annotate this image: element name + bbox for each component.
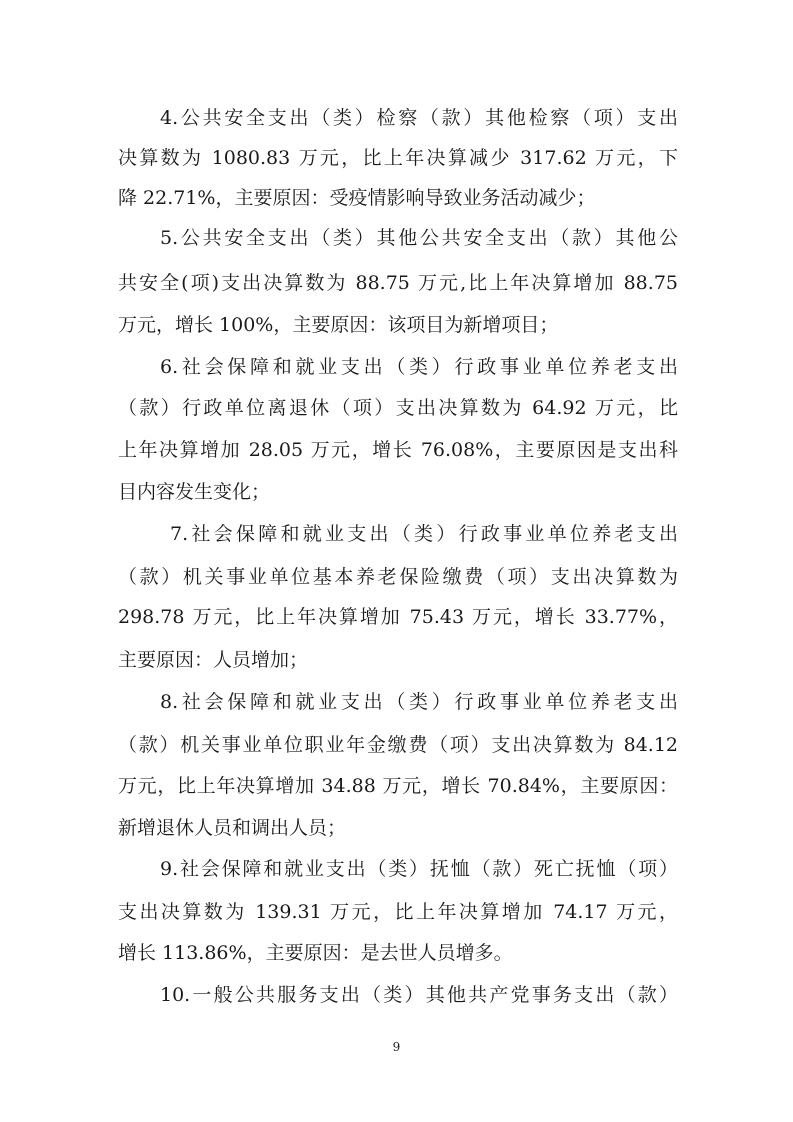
paragraph-6-line-2: （款）行政单位离退休（项）支出决算数为 64.92 万元，比 [118,397,678,419]
page-number: 9 [392,1040,401,1054]
paragraph-7-line-4: 主要原因：人员增加； [118,649,309,671]
paragraph-8-line-3: 万元，比上年决算增加 34.88 万元，增长 70.84%，主要原因： [118,775,678,797]
paragraph-8-line-1: 8.社会保障和就业支出（类）行政事业单位养老支出 [160,691,678,713]
paragraph-6-line-3: 上年决算增加 28.05 万元，增长 76.08%，主要原因是支出科 [118,439,678,461]
paragraph-6-line-4: 目内容发生变化； [118,481,271,503]
paragraph-9-line-1: 9.社会保障和就业支出（类）抚恤（款）死亡抚恤（项） [160,858,678,880]
paragraph-8-line-4: 新增退休人员和调出人员； [118,817,347,839]
paragraph-5-line-2: 共安全(项)支出决算数为 88.75 万元,比上年决算增加 88.75 [118,272,678,294]
paragraph-7-line-3: 298.78 万元，比上年决算增加 75.43 万元，增长 33.77%， [118,606,678,628]
paragraph-4-line-2: 决算数为 1080.83 万元，比上年决算减少 317.62 万元，下 [118,147,678,169]
paragraph-6-line-1: 6.社会保障和就业支出（类）行政事业单位养老支出 [160,356,678,378]
paragraph-9-line-3: 增长 113.86%，主要原因：是去世人员增多。 [118,942,513,964]
paragraph-4-line-1: 4.公共安全支出（类）检察（款）其他检察（项）支出 [160,107,678,129]
paragraph-10-line-1: 10.一般公共服务支出（类）其他共产党事务支出（款） [160,984,678,1006]
paragraph-5-line-1: 5.公共安全支出（类）其他公共安全支出（款）其他公 [160,227,678,249]
paragraph-9-line-2: 支出决算数为 139.31 万元，比上年决算增加 74.17 万元， [118,901,678,923]
paragraph-5-line-3: 万元，增长 100%，主要原因：该项目为新增项目； [118,314,559,336]
paragraph-4-line-3: 降 22.71%，主要原因：受疫情影响导致业务活动减少； [118,187,596,209]
paragraph-7-line-2: （款）机关事业单位基本养老保险缴费（项）支出决算数为 [118,566,678,588]
paragraph-8-line-2: （款）机关事业单位职业年金缴费（项）支出决算数为 84.12 [118,734,678,756]
paragraph-7-line-1: 7.社会保障和就业支出（类）行政事业单位养老支出 [170,523,678,545]
